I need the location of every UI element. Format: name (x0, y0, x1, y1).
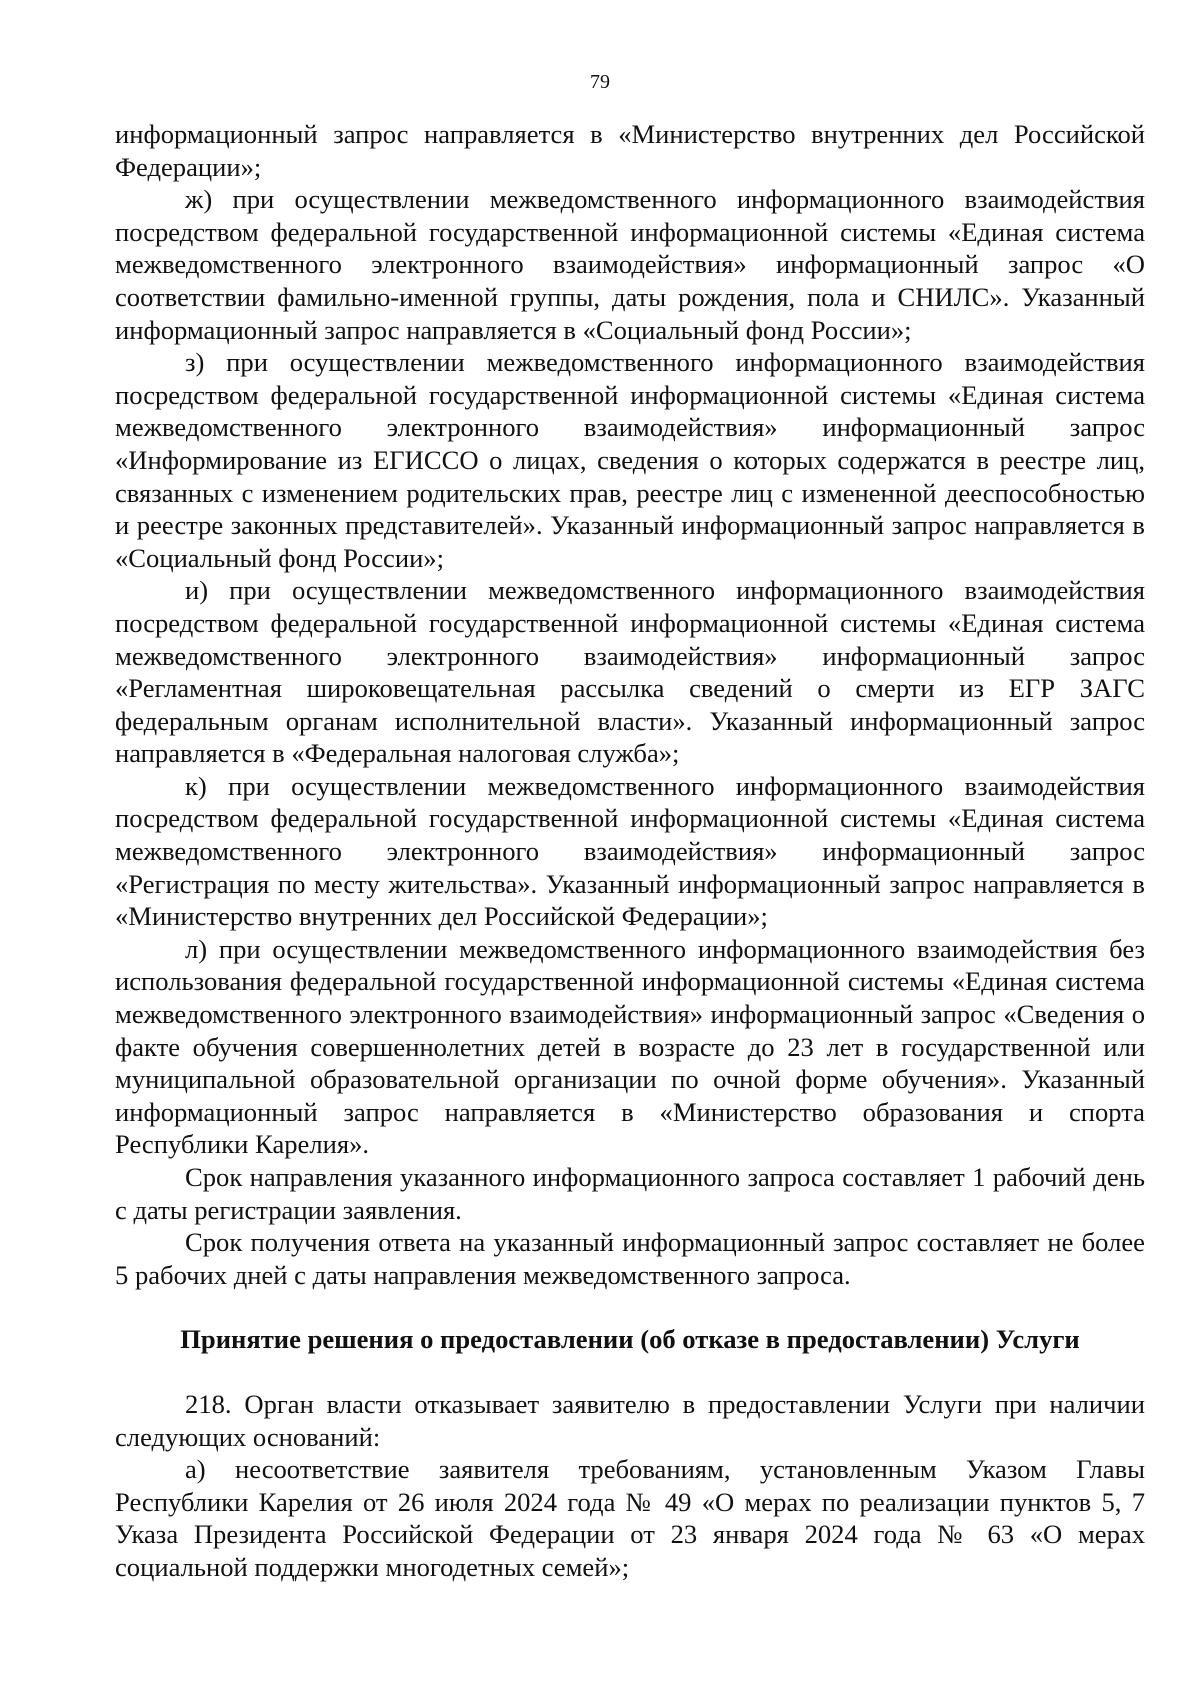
paragraph: и) при осуществлении межведомственного информационного взаимодействия посредством федеральной государственной информационной системы «Единая система межведомственного электронного взаимодействия» информационный запрос «Регламентная широковещательная рассылка сведений о смерти из ЕГР ЗАГС федеральным органам исполнительной власти». Указанный информационный запрос направляется в «Федеральная налоговая служба»; (115, 575, 1145, 769)
paragraph: к) при осуществлении межведомственного информационного взаимодействия посредством федеральной государственной информационной системы «Единая система межведомственного электронного взаимодействия» информационный запрос «Регистрация по месту жительства». Указанный информационный запрос направляется в «Министерство внутренних дел Российской Федерации»; (115, 770, 1145, 932)
page-number: 79 (590, 71, 610, 93)
paragraph: Срок получения ответа на указанный информационный запрос составляет не более 5 рабочих дней с даты направления межведомственного запроса. (115, 1227, 1145, 1290)
paragraph: л) при осуществлении межведомственного информационного взаимодействия без использования федеральной государственной информационной системы «Единая система межведомственного электронного взаимодействия» информационный запрос «Сведения о факте обучения совершеннолетних детей в возрасте до 23 лет в государственной или муниципальной образовательной организации по очной форме обучения». Указанный информационный запрос направляется в «Министерство образования и спорта Республики Карелия». (115, 933, 1145, 1160)
paragraph: з) при осуществлении межведомственного информационного взаимодействия посредством федеральной государственной информационной системы «Единая система межведомственного электронного взаимодействия» информационный запрос «Информирование из ЕГИССО о лицах, сведения о которых содержатся в реестре лиц, связанных с изменением родительских прав, реестре лиц с измененной дееспособностью и реестре законных представителей». Указанный информационный запрос направляется в «Социальный фонд России»; (115, 347, 1145, 573)
paragraph: ж) при осуществлении межведомственного информационного взаимодействия посредством федеральной государственной информационной системы «Единая система межведомственного электронного взаимодействия» информационный запрос «О соответствии фамильно-именной группы, даты рождения, пола и СНИЛС». Указанный информационный запрос направляется в «Социальный фонд России»; (115, 184, 1145, 345)
paragraph: информационный запрос направляется в «Министерство внутренних дел Российской Федерации»; (115, 119, 1145, 182)
section-heading: Принятие решения о предоставлении (об отказе в предоставлении) Услуги (180, 1324, 1080, 1355)
paragraph: Срок направления указанного информационного запроса составляет 1 рабочий день с даты регистрации заявления. (115, 1162, 1145, 1225)
paragraph: а) несоответствие заявителя требованиям, установленным Указом Главы Республики Карелия от 26 июля 2024 года № 49 «О мерах по реализации пунктов 5, 7 Указа Президента Российской Федерации от 23 января 2024 года № 63 «О мерах социальной поддержки многодетных семей»; (115, 1454, 1145, 1582)
document-body (115, 118, 1145, 1584)
paragraph: 218. Орган власти отказывает заявителю в предоставлении Услуги при наличии следующих оснований: (115, 1388, 1145, 1452)
